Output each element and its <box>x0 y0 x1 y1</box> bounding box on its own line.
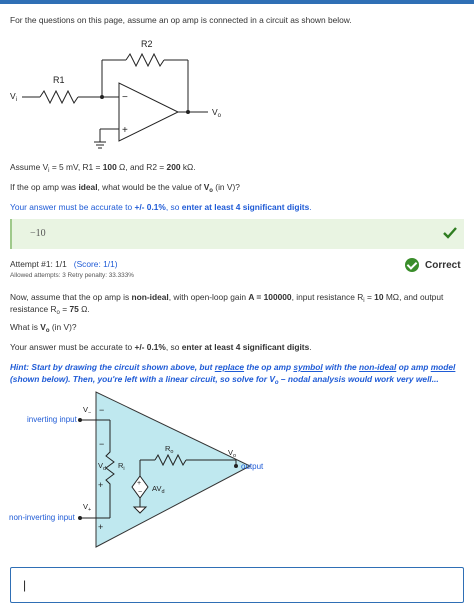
ideal-question: If the op amp was ideal, what would be the value of $V_o$ (in V)? <box>10 182 240 194</box>
vi-label: $V_i$ <box>10 91 18 103</box>
question-intro: For the questions on this page, assume an op amp is connected in a circuit as shown below. <box>10 15 352 25</box>
text-caret: | <box>23 578 27 592</box>
correct-status <box>405 258 461 272</box>
assumption-text: Assume $V_i = 5$ mV, R1 = 100 Ω, and R2 = 200 kΩ. <box>10 162 196 174</box>
inverting-amplifier-circuit <box>0 28 474 160</box>
model-plus-bottom: + <box>98 522 104 532</box>
answer-input[interactable] <box>10 567 464 603</box>
hint-line2: (shown below). Then, you're left with a linear circuit, so solve for $V_o$ – nodal analysis would work very well... <box>10 374 439 386</box>
v-plus-label: $V_+$ <box>83 502 92 513</box>
vd-label: $V_d$ <box>98 461 107 472</box>
accuracy-note-2: Your answer must be accurate to +/- 0.1%, so enter at least 4 significant digits. <box>10 342 312 352</box>
nonideal-link[interactable]: non-ideal <box>359 362 397 372</box>
r1-label: R1 <box>53 75 65 85</box>
opamp-plus: + <box>122 125 128 136</box>
hint-line1: Hint: Start by drawing the circuit shown above, but replace the op amp symbol with the non-ideal op amp model <box>10 362 456 372</box>
output-label: output <box>241 462 264 471</box>
nonideal-question: What is $V_o$ (in V)? <box>10 322 77 334</box>
avd-label: $AV_d$ <box>152 484 165 495</box>
submitted-answer-box <box>10 219 464 249</box>
symbol-link[interactable]: symbol <box>293 362 323 372</box>
source-minus: − <box>138 489 143 496</box>
source-plus: + <box>137 480 142 487</box>
r2-label: R2 <box>141 39 153 49</box>
model-minus-ri: − <box>99 439 105 449</box>
replace-link[interactable]: replace <box>214 362 245 372</box>
top-accent-bar <box>0 0 474 4</box>
checkmark-icon <box>442 225 458 241</box>
correct-label: Correct <box>425 259 461 271</box>
nonideal-opamp-model <box>0 388 474 554</box>
accuracy-note: Your answer must be accurate to +/- 0.1%, so enter at least 4 significant digits. <box>10 202 312 212</box>
model-vo-label: $V_o$ <box>228 448 237 459</box>
v-minus-label: $V_-$ <box>83 405 92 416</box>
nonideal-text-line2: resistance $R_o = 75$ Ω. <box>10 304 90 316</box>
model-link[interactable]: model <box>430 362 456 372</box>
attempt-info: Attempt #1: 1/1 (Score: 1/1) <box>10 259 118 269</box>
model-plus-ri: + <box>98 480 104 490</box>
ro-label: $R_o$ <box>165 444 174 455</box>
submitted-answer-value: −10 <box>30 228 46 239</box>
nonideal-text-line1: Now, assume that the op amp is non-ideal, with open-loop gain A = 100000, input resistance $R_i = 10$ MΩ, and output <box>10 292 444 304</box>
inverting-input-label: inverting input <box>27 415 77 424</box>
allowed-attempts: Allowed attempts: 3 Retry penalty: 33.333% <box>10 272 134 279</box>
correct-check-icon <box>405 258 419 272</box>
ri-label: $R_i$ <box>118 461 125 472</box>
non-inverting-input-label: non-inverting input <box>9 513 75 522</box>
model-minus-top: − <box>99 405 105 415</box>
opamp-minus: − <box>122 92 128 103</box>
vo-label: $V_o$ <box>212 107 222 119</box>
